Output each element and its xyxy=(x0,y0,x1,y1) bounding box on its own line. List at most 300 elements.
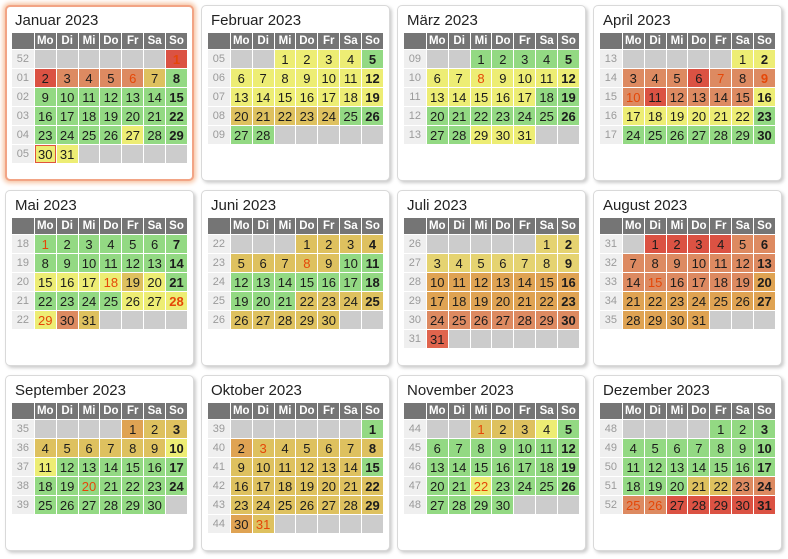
day-cell-juni-2023-25[interactable]: 25 xyxy=(362,292,383,310)
day-cell-dezember-2023-4[interactable]: 4 xyxy=(623,439,644,457)
day-cell-juni-2023-17[interactable]: 17 xyxy=(340,273,361,291)
day-cell-mai-2023-30[interactable]: 30 xyxy=(57,311,78,329)
day-cell-mai-2023-14[interactable]: 14 xyxy=(166,254,187,272)
day-cell-mai-2023-9[interactable]: 9 xyxy=(57,254,78,272)
day-cell-dezember-2023-14[interactable]: 14 xyxy=(688,458,709,476)
day-cell-oktober-2023-8[interactable]: 8 xyxy=(362,439,383,457)
day-cell-m-rz-2023-9[interactable]: 9 xyxy=(492,69,513,87)
day-cell-dezember-2023-29[interactable]: 29 xyxy=(710,496,731,514)
day-cell-august-2023-21[interactable]: 21 xyxy=(623,292,644,310)
day-cell-oktober-2023-19[interactable]: 19 xyxy=(296,477,317,495)
day-cell-januar-2023-22[interactable]: 22 xyxy=(166,107,187,125)
day-cell-mai-2023-21[interactable]: 21 xyxy=(166,273,187,291)
day-cell-august-2023-31[interactable]: 31 xyxy=(688,311,709,329)
day-cell-februar-2023-6[interactable]: 6 xyxy=(231,69,252,87)
day-cell-dezember-2023-16[interactable]: 16 xyxy=(732,458,753,476)
day-cell-mai-2023-20[interactable]: 20 xyxy=(144,273,165,291)
day-cell-oktober-2023-29[interactable]: 29 xyxy=(362,496,383,514)
day-cell-august-2023-19[interactable]: 19 xyxy=(732,273,753,291)
day-cell-september-2023-15[interactable]: 15 xyxy=(122,458,143,476)
day-cell-februar-2023-13[interactable]: 13 xyxy=(231,88,252,106)
day-cell-oktober-2023-13[interactable]: 13 xyxy=(318,458,339,476)
day-cell-januar-2023-15[interactable]: 15 xyxy=(166,88,187,106)
day-cell-juni-2023-30[interactable]: 30 xyxy=(318,311,339,329)
day-cell-januar-2023-16[interactable]: 16 xyxy=(35,107,56,125)
day-cell-november-2023-15[interactable]: 15 xyxy=(471,458,492,476)
day-cell-november-2023-4[interactable]: 4 xyxy=(536,420,557,438)
day-cell-november-2023-2[interactable]: 2 xyxy=(492,420,513,438)
day-cell-mai-2023-17[interactable]: 17 xyxy=(79,273,100,291)
day-cell-april-2023-30[interactable]: 30 xyxy=(754,126,775,144)
day-cell-september-2023-3[interactable]: 3 xyxy=(166,420,187,438)
day-cell-juni-2023-29[interactable]: 29 xyxy=(296,311,317,329)
day-cell-juli-2023-4[interactable]: 4 xyxy=(449,254,470,272)
day-cell-mai-2023-7[interactable]: 7 xyxy=(166,235,187,253)
day-cell-november-2023-25[interactable]: 25 xyxy=(536,477,557,495)
day-cell-april-2023-23[interactable]: 23 xyxy=(754,107,775,125)
day-cell-august-2023-1[interactable]: 1 xyxy=(645,235,666,253)
day-cell-m-rz-2023-6[interactable]: 6 xyxy=(427,69,448,87)
day-cell-september-2023-29[interactable]: 29 xyxy=(122,496,143,514)
day-cell-februar-2023-9[interactable]: 9 xyxy=(296,69,317,87)
day-cell-juni-2023-10[interactable]: 10 xyxy=(340,254,361,272)
day-cell-august-2023-13[interactable]: 13 xyxy=(754,254,775,272)
day-cell-juli-2023-20[interactable]: 20 xyxy=(492,292,513,310)
day-cell-mai-2023-13[interactable]: 13 xyxy=(144,254,165,272)
day-cell-januar-2023-31[interactable]: 31 xyxy=(57,145,78,163)
day-cell-september-2023-2[interactable]: 2 xyxy=(144,420,165,438)
day-cell-oktober-2023-20[interactable]: 20 xyxy=(318,477,339,495)
day-cell-juni-2023-4[interactable]: 4 xyxy=(362,235,383,253)
day-cell-april-2023-22[interactable]: 22 xyxy=(732,107,753,125)
day-cell-november-2023-23[interactable]: 23 xyxy=(492,477,513,495)
day-cell-januar-2023-2[interactable]: 2 xyxy=(35,69,56,87)
day-cell-april-2023-19[interactable]: 19 xyxy=(667,107,688,125)
day-cell-november-2023-3[interactable]: 3 xyxy=(514,420,535,438)
day-cell-juli-2023-16[interactable]: 16 xyxy=(558,273,579,291)
day-cell-november-2023-22[interactable]: 22 xyxy=(471,477,492,495)
day-cell-august-2023-4[interactable]: 4 xyxy=(710,235,731,253)
day-cell-mai-2023-19[interactable]: 19 xyxy=(122,273,143,291)
day-cell-oktober-2023-6[interactable]: 6 xyxy=(318,439,339,457)
day-cell-dezember-2023-6[interactable]: 6 xyxy=(667,439,688,457)
day-cell-september-2023-30[interactable]: 30 xyxy=(144,496,165,514)
day-cell-april-2023-13[interactable]: 13 xyxy=(688,88,709,106)
day-cell-dezember-2023-18[interactable]: 18 xyxy=(623,477,644,495)
day-cell-februar-2023-15[interactable]: 15 xyxy=(275,88,296,106)
day-cell-august-2023-15[interactable]: 15 xyxy=(645,273,666,291)
day-cell-juni-2023-13[interactable]: 13 xyxy=(253,273,274,291)
day-cell-april-2023-12[interactable]: 12 xyxy=(667,88,688,106)
day-cell-november-2023-5[interactable]: 5 xyxy=(558,420,579,438)
day-cell-november-2023-12[interactable]: 12 xyxy=(558,439,579,457)
day-cell-januar-2023-12[interactable]: 12 xyxy=(100,88,121,106)
day-cell-juli-2023-14[interactable]: 14 xyxy=(514,273,535,291)
day-cell-m-rz-2023-10[interactable]: 10 xyxy=(514,69,535,87)
day-cell-april-2023-6[interactable]: 6 xyxy=(688,69,709,87)
day-cell-juli-2023-5[interactable]: 5 xyxy=(471,254,492,272)
day-cell-oktober-2023-18[interactable]: 18 xyxy=(275,477,296,495)
day-cell-august-2023-28[interactable]: 28 xyxy=(623,311,644,329)
day-cell-mai-2023-23[interactable]: 23 xyxy=(57,292,78,310)
day-cell-november-2023-7[interactable]: 7 xyxy=(449,439,470,457)
day-cell-dezember-2023-15[interactable]: 15 xyxy=(710,458,731,476)
day-cell-juni-2023-19[interactable]: 19 xyxy=(231,292,252,310)
day-cell-november-2023-30[interactable]: 30 xyxy=(492,496,513,514)
day-cell-oktober-2023-28[interactable]: 28 xyxy=(340,496,361,514)
day-cell-januar-2023-7[interactable]: 7 xyxy=(144,69,165,87)
day-cell-november-2023-20[interactable]: 20 xyxy=(427,477,448,495)
day-cell-oktober-2023-31[interactable]: 31 xyxy=(253,515,274,533)
day-cell-september-2023-18[interactable]: 18 xyxy=(35,477,56,495)
day-cell-januar-2023-18[interactable]: 18 xyxy=(79,107,100,125)
day-cell-m-rz-2023-2[interactable]: 2 xyxy=(492,50,513,68)
day-cell-november-2023-8[interactable]: 8 xyxy=(471,439,492,457)
day-cell-november-2023-6[interactable]: 6 xyxy=(427,439,448,457)
day-cell-oktober-2023-2[interactable]: 2 xyxy=(231,439,252,457)
day-cell-oktober-2023-17[interactable]: 17 xyxy=(253,477,274,495)
day-cell-november-2023-21[interactable]: 21 xyxy=(449,477,470,495)
day-cell-oktober-2023-12[interactable]: 12 xyxy=(296,458,317,476)
day-cell-m-rz-2023-11[interactable]: 11 xyxy=(536,69,557,87)
day-cell-september-2023-23[interactable]: 23 xyxy=(144,477,165,495)
day-cell-august-2023-30[interactable]: 30 xyxy=(667,311,688,329)
day-cell-november-2023-17[interactable]: 17 xyxy=(514,458,535,476)
day-cell-juni-2023-2[interactable]: 2 xyxy=(318,235,339,253)
day-cell-februar-2023-21[interactable]: 21 xyxy=(253,107,274,125)
day-cell-juni-2023-26[interactable]: 26 xyxy=(231,311,252,329)
day-cell-m-rz-2023-8[interactable]: 8 xyxy=(471,69,492,87)
day-cell-oktober-2023-24[interactable]: 24 xyxy=(253,496,274,514)
day-cell-oktober-2023-1[interactable]: 1 xyxy=(362,420,383,438)
day-cell-november-2023-26[interactable]: 26 xyxy=(558,477,579,495)
day-cell-februar-2023-22[interactable]: 22 xyxy=(275,107,296,125)
day-cell-dezember-2023-3[interactable]: 3 xyxy=(754,420,775,438)
day-cell-august-2023-27[interactable]: 27 xyxy=(754,292,775,310)
day-cell-juli-2023-17[interactable]: 17 xyxy=(427,292,448,310)
day-cell-oktober-2023-4[interactable]: 4 xyxy=(275,439,296,457)
day-cell-juni-2023-6[interactable]: 6 xyxy=(253,254,274,272)
day-cell-april-2023-9[interactable]: 9 xyxy=(754,69,775,87)
day-cell-juni-2023-15[interactable]: 15 xyxy=(296,273,317,291)
day-cell-september-2023-11[interactable]: 11 xyxy=(35,458,56,476)
day-cell-juli-2023-28[interactable]: 28 xyxy=(514,311,535,329)
day-cell-august-2023-24[interactable]: 24 xyxy=(688,292,709,310)
day-cell-september-2023-28[interactable]: 28 xyxy=(100,496,121,514)
day-cell-september-2023-16[interactable]: 16 xyxy=(144,458,165,476)
day-cell-februar-2023-25[interactable]: 25 xyxy=(340,107,361,125)
day-cell-dezember-2023-2[interactable]: 2 xyxy=(732,420,753,438)
day-cell-mai-2023-10[interactable]: 10 xyxy=(79,254,100,272)
day-cell-august-2023-17[interactable]: 17 xyxy=(688,273,709,291)
day-cell-dezember-2023-7[interactable]: 7 xyxy=(688,439,709,457)
day-cell-dezember-2023-21[interactable]: 21 xyxy=(688,477,709,495)
day-cell-januar-2023-26[interactable]: 26 xyxy=(100,126,121,144)
day-cell-august-2023-22[interactable]: 22 xyxy=(645,292,666,310)
day-cell-april-2023-14[interactable]: 14 xyxy=(710,88,731,106)
day-cell-april-2023-4[interactable]: 4 xyxy=(645,69,666,87)
day-cell-oktober-2023-26[interactable]: 26 xyxy=(296,496,317,514)
day-cell-m-rz-2023-5[interactable]: 5 xyxy=(558,50,579,68)
day-cell-juli-2023-11[interactable]: 11 xyxy=(449,273,470,291)
day-cell-februar-2023-14[interactable]: 14 xyxy=(253,88,274,106)
day-cell-mai-2023-16[interactable]: 16 xyxy=(57,273,78,291)
day-cell-november-2023-24[interactable]: 24 xyxy=(514,477,535,495)
day-cell-februar-2023-12[interactable]: 12 xyxy=(362,69,383,87)
day-cell-august-2023-8[interactable]: 8 xyxy=(645,254,666,272)
day-cell-juni-2023-3[interactable]: 3 xyxy=(340,235,361,253)
day-cell-november-2023-19[interactable]: 19 xyxy=(558,458,579,476)
day-cell-juni-2023-9[interactable]: 9 xyxy=(318,254,339,272)
day-cell-juli-2023-23[interactable]: 23 xyxy=(558,292,579,310)
day-cell-august-2023-2[interactable]: 2 xyxy=(667,235,688,253)
day-cell-juli-2023-8[interactable]: 8 xyxy=(536,254,557,272)
day-cell-november-2023-10[interactable]: 10 xyxy=(514,439,535,457)
day-cell-mai-2023-27[interactable]: 27 xyxy=(144,292,165,310)
day-cell-dezember-2023-27[interactable]: 27 xyxy=(667,496,688,514)
day-cell-mai-2023-8[interactable]: 8 xyxy=(35,254,56,272)
day-cell-m-rz-2023-28[interactable]: 28 xyxy=(449,126,470,144)
day-cell-juni-2023-20[interactable]: 20 xyxy=(253,292,274,310)
day-cell-m-rz-2023-16[interactable]: 16 xyxy=(492,88,513,106)
day-cell-mai-2023-3[interactable]: 3 xyxy=(79,235,100,253)
day-cell-m-rz-2023-12[interactable]: 12 xyxy=(558,69,579,87)
day-cell-juni-2023-1[interactable]: 1 xyxy=(296,235,317,253)
day-cell-august-2023-9[interactable]: 9 xyxy=(667,254,688,272)
day-cell-september-2023-21[interactable]: 21 xyxy=(100,477,121,495)
day-cell-februar-2023-17[interactable]: 17 xyxy=(318,88,339,106)
day-cell-oktober-2023-9[interactable]: 9 xyxy=(231,458,252,476)
day-cell-september-2023-4[interactable]: 4 xyxy=(35,439,56,457)
day-cell-august-2023-18[interactable]: 18 xyxy=(710,273,731,291)
day-cell-m-rz-2023-24[interactable]: 24 xyxy=(514,107,535,125)
day-cell-august-2023-26[interactable]: 26 xyxy=(732,292,753,310)
day-cell-oktober-2023-27[interactable]: 27 xyxy=(318,496,339,514)
day-cell-februar-2023-1[interactable]: 1 xyxy=(275,50,296,68)
day-cell-oktober-2023-10[interactable]: 10 xyxy=(253,458,274,476)
day-cell-januar-2023-27[interactable]: 27 xyxy=(122,126,143,144)
day-cell-oktober-2023-22[interactable]: 22 xyxy=(362,477,383,495)
day-cell-juli-2023-15[interactable]: 15 xyxy=(536,273,557,291)
day-cell-mai-2023-28[interactable]: 28 xyxy=(166,292,187,310)
day-cell-oktober-2023-15[interactable]: 15 xyxy=(362,458,383,476)
day-cell-januar-2023-24[interactable]: 24 xyxy=(57,126,78,144)
day-cell-august-2023-5[interactable]: 5 xyxy=(732,235,753,253)
day-cell-dezember-2023-1[interactable]: 1 xyxy=(710,420,731,438)
day-cell-april-2023-18[interactable]: 18 xyxy=(645,107,666,125)
day-cell-mai-2023-29[interactable]: 29 xyxy=(35,311,56,329)
day-cell-januar-2023-25[interactable]: 25 xyxy=(79,126,100,144)
day-cell-januar-2023-8[interactable]: 8 xyxy=(166,69,187,87)
day-cell-november-2023-28[interactable]: 28 xyxy=(449,496,470,514)
day-cell-oktober-2023-23[interactable]: 23 xyxy=(231,496,252,514)
day-cell-mai-2023-22[interactable]: 22 xyxy=(35,292,56,310)
day-cell-juli-2023-18[interactable]: 18 xyxy=(449,292,470,310)
day-cell-juni-2023-23[interactable]: 23 xyxy=(318,292,339,310)
day-cell-september-2023-5[interactable]: 5 xyxy=(57,439,78,457)
day-cell-dezember-2023-10[interactable]: 10 xyxy=(754,439,775,457)
day-cell-dezember-2023-22[interactable]: 22 xyxy=(710,477,731,495)
day-cell-september-2023-14[interactable]: 14 xyxy=(100,458,121,476)
day-cell-januar-2023-10[interactable]: 10 xyxy=(57,88,78,106)
day-cell-dezember-2023-23[interactable]: 23 xyxy=(732,477,753,495)
day-cell-m-rz-2023-1[interactable]: 1 xyxy=(471,50,492,68)
day-cell-august-2023-10[interactable]: 10 xyxy=(688,254,709,272)
day-cell-oktober-2023-11[interactable]: 11 xyxy=(275,458,296,476)
day-cell-januar-2023-1[interactable]: 1 xyxy=(166,50,187,68)
day-cell-juli-2023-31[interactable]: 31 xyxy=(427,330,448,348)
day-cell-februar-2023-16[interactable]: 16 xyxy=(296,88,317,106)
day-cell-mai-2023-24[interactable]: 24 xyxy=(79,292,100,310)
day-cell-september-2023-26[interactable]: 26 xyxy=(57,496,78,514)
day-cell-m-rz-2023-29[interactable]: 29 xyxy=(471,126,492,144)
day-cell-juni-2023-7[interactable]: 7 xyxy=(275,254,296,272)
day-cell-april-2023-29[interactable]: 29 xyxy=(732,126,753,144)
day-cell-januar-2023-6[interactable]: 6 xyxy=(122,69,143,87)
day-cell-juni-2023-5[interactable]: 5 xyxy=(231,254,252,272)
day-cell-juli-2023-10[interactable]: 10 xyxy=(427,273,448,291)
day-cell-mai-2023-12[interactable]: 12 xyxy=(122,254,143,272)
day-cell-mai-2023-15[interactable]: 15 xyxy=(35,273,56,291)
day-cell-mai-2023-25[interactable]: 25 xyxy=(100,292,121,310)
day-cell-dezember-2023-8[interactable]: 8 xyxy=(710,439,731,457)
day-cell-juni-2023-28[interactable]: 28 xyxy=(275,311,296,329)
day-cell-februar-2023-2[interactable]: 2 xyxy=(296,50,317,68)
day-cell-m-rz-2023-18[interactable]: 18 xyxy=(536,88,557,106)
day-cell-november-2023-29[interactable]: 29 xyxy=(471,496,492,514)
day-cell-april-2023-5[interactable]: 5 xyxy=(667,69,688,87)
day-cell-m-rz-2023-23[interactable]: 23 xyxy=(492,107,513,125)
day-cell-august-2023-11[interactable]: 11 xyxy=(710,254,731,272)
day-cell-m-rz-2023-4[interactable]: 4 xyxy=(536,50,557,68)
day-cell-m-rz-2023-7[interactable]: 7 xyxy=(449,69,470,87)
day-cell-juli-2023-27[interactable]: 27 xyxy=(492,311,513,329)
day-cell-oktober-2023-21[interactable]: 21 xyxy=(340,477,361,495)
day-cell-januar-2023-29[interactable]: 29 xyxy=(166,126,187,144)
day-cell-dezember-2023-5[interactable]: 5 xyxy=(645,439,666,457)
day-cell-juni-2023-21[interactable]: 21 xyxy=(275,292,296,310)
day-cell-m-rz-2023-25[interactable]: 25 xyxy=(536,107,557,125)
day-cell-oktober-2023-14[interactable]: 14 xyxy=(340,458,361,476)
day-cell-januar-2023-11[interactable]: 11 xyxy=(79,88,100,106)
day-cell-februar-2023-23[interactable]: 23 xyxy=(296,107,317,125)
day-cell-februar-2023-7[interactable]: 7 xyxy=(253,69,274,87)
day-cell-september-2023-27[interactable]: 27 xyxy=(79,496,100,514)
day-cell-april-2023-27[interactable]: 27 xyxy=(688,126,709,144)
day-cell-september-2023-24[interactable]: 24 xyxy=(166,477,187,495)
day-cell-juli-2023-24[interactable]: 24 xyxy=(427,311,448,329)
day-cell-juni-2023-16[interactable]: 16 xyxy=(318,273,339,291)
day-cell-april-2023-11[interactable]: 11 xyxy=(645,88,666,106)
day-cell-juni-2023-27[interactable]: 27 xyxy=(253,311,274,329)
day-cell-m-rz-2023-15[interactable]: 15 xyxy=(471,88,492,106)
day-cell-august-2023-12[interactable]: 12 xyxy=(732,254,753,272)
day-cell-dezember-2023-12[interactable]: 12 xyxy=(645,458,666,476)
day-cell-november-2023-14[interactable]: 14 xyxy=(449,458,470,476)
day-cell-september-2023-20[interactable]: 20 xyxy=(79,477,100,495)
day-cell-dezember-2023-19[interactable]: 19 xyxy=(645,477,666,495)
day-cell-dezember-2023-9[interactable]: 9 xyxy=(732,439,753,457)
day-cell-januar-2023-9[interactable]: 9 xyxy=(35,88,56,106)
day-cell-juni-2023-14[interactable]: 14 xyxy=(275,273,296,291)
day-cell-oktober-2023-25[interactable]: 25 xyxy=(275,496,296,514)
day-cell-oktober-2023-3[interactable]: 3 xyxy=(253,439,274,457)
day-cell-juli-2023-6[interactable]: 6 xyxy=(492,254,513,272)
day-cell-juni-2023-11[interactable]: 11 xyxy=(362,254,383,272)
day-cell-dezember-2023-20[interactable]: 20 xyxy=(667,477,688,495)
day-cell-april-2023-17[interactable]: 17 xyxy=(623,107,644,125)
day-cell-november-2023-18[interactable]: 18 xyxy=(536,458,557,476)
day-cell-dezember-2023-26[interactable]: 26 xyxy=(645,496,666,514)
day-cell-juli-2023-13[interactable]: 13 xyxy=(492,273,513,291)
day-cell-januar-2023-21[interactable]: 21 xyxy=(144,107,165,125)
day-cell-februar-2023-20[interactable]: 20 xyxy=(231,107,252,125)
day-cell-april-2023-20[interactable]: 20 xyxy=(688,107,709,125)
day-cell-august-2023-6[interactable]: 6 xyxy=(754,235,775,253)
day-cell-september-2023-19[interactable]: 19 xyxy=(57,477,78,495)
day-cell-april-2023-15[interactable]: 15 xyxy=(732,88,753,106)
day-cell-oktober-2023-30[interactable]: 30 xyxy=(231,515,252,533)
day-cell-m-rz-2023-22[interactable]: 22 xyxy=(471,107,492,125)
day-cell-februar-2023-24[interactable]: 24 xyxy=(318,107,339,125)
day-cell-m-rz-2023-13[interactable]: 13 xyxy=(427,88,448,106)
day-cell-august-2023-25[interactable]: 25 xyxy=(710,292,731,310)
day-cell-mai-2023-26[interactable]: 26 xyxy=(122,292,143,310)
day-cell-april-2023-26[interactable]: 26 xyxy=(667,126,688,144)
day-cell-januar-2023-5[interactable]: 5 xyxy=(100,69,121,87)
day-cell-m-rz-2023-14[interactable]: 14 xyxy=(449,88,470,106)
day-cell-m-rz-2023-27[interactable]: 27 xyxy=(427,126,448,144)
day-cell-januar-2023-3[interactable]: 3 xyxy=(57,69,78,87)
day-cell-april-2023-3[interactable]: 3 xyxy=(623,69,644,87)
day-cell-januar-2023-28[interactable]: 28 xyxy=(144,126,165,144)
day-cell-april-2023-24[interactable]: 24 xyxy=(623,126,644,144)
day-cell-dezember-2023-24[interactable]: 24 xyxy=(754,477,775,495)
day-cell-oktober-2023-5[interactable]: 5 xyxy=(296,439,317,457)
day-cell-dezember-2023-11[interactable]: 11 xyxy=(623,458,644,476)
day-cell-m-rz-2023-26[interactable]: 26 xyxy=(558,107,579,125)
day-cell-juli-2023-12[interactable]: 12 xyxy=(471,273,492,291)
day-cell-april-2023-2[interactable]: 2 xyxy=(754,50,775,68)
day-cell-april-2023-28[interactable]: 28 xyxy=(710,126,731,144)
day-cell-februar-2023-18[interactable]: 18 xyxy=(340,88,361,106)
day-cell-januar-2023-30[interactable]: 30 xyxy=(35,145,56,163)
day-cell-mai-2023-31[interactable]: 31 xyxy=(79,311,100,329)
day-cell-september-2023-7[interactable]: 7 xyxy=(100,439,121,457)
day-cell-januar-2023-19[interactable]: 19 xyxy=(100,107,121,125)
day-cell-februar-2023-4[interactable]: 4 xyxy=(340,50,361,68)
day-cell-juli-2023-22[interactable]: 22 xyxy=(536,292,557,310)
day-cell-september-2023-13[interactable]: 13 xyxy=(79,458,100,476)
day-cell-m-rz-2023-21[interactable]: 21 xyxy=(449,107,470,125)
day-cell-juli-2023-21[interactable]: 21 xyxy=(514,292,535,310)
day-cell-m-rz-2023-3[interactable]: 3 xyxy=(514,50,535,68)
day-cell-dezember-2023-28[interactable]: 28 xyxy=(688,496,709,514)
day-cell-m-rz-2023-19[interactable]: 19 xyxy=(558,88,579,106)
day-cell-november-2023-16[interactable]: 16 xyxy=(492,458,513,476)
day-cell-juli-2023-19[interactable]: 19 xyxy=(471,292,492,310)
day-cell-dezember-2023-13[interactable]: 13 xyxy=(667,458,688,476)
day-cell-februar-2023-27[interactable]: 27 xyxy=(231,126,252,144)
day-cell-januar-2023-20[interactable]: 20 xyxy=(122,107,143,125)
day-cell-september-2023-25[interactable]: 25 xyxy=(35,496,56,514)
day-cell-august-2023-23[interactable]: 23 xyxy=(667,292,688,310)
day-cell-dezember-2023-30[interactable]: 30 xyxy=(732,496,753,514)
day-cell-januar-2023-23[interactable]: 23 xyxy=(35,126,56,144)
day-cell-februar-2023-26[interactable]: 26 xyxy=(362,107,383,125)
day-cell-mai-2023-18[interactable]: 18 xyxy=(100,273,121,291)
day-cell-m-rz-2023-20[interactable]: 20 xyxy=(427,107,448,125)
